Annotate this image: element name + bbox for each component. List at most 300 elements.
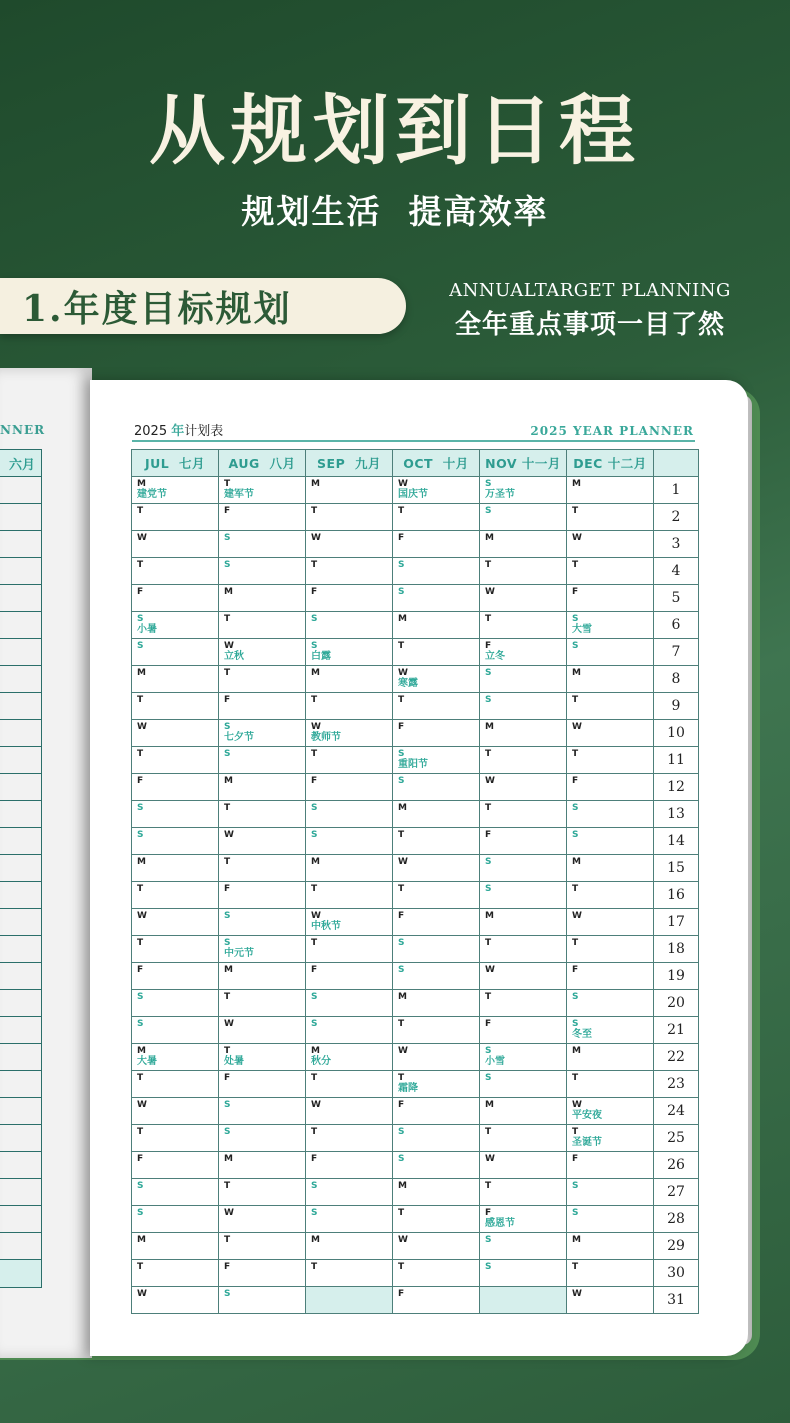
day-cell-dec [567,558,654,585]
day-cell-aug [219,1017,306,1044]
weekday-letter: F [137,776,144,786]
day-cell-dec [567,1125,654,1152]
day-cell-sep [306,1098,393,1125]
day-cell-sep [306,963,393,990]
weekday-letter: S [398,965,405,975]
weekday-letter: S [311,803,318,813]
planner-row [132,1125,699,1152]
day-cell-aug [219,1287,306,1314]
day-number: 24 [654,1098,699,1125]
day-cell-sep [306,747,393,774]
weekday-letter: S [485,1235,492,1245]
weekday-letter: W [137,533,147,543]
holiday-label: 平安夜 [572,1110,602,1121]
left-grid-row [0,882,41,909]
weekday-letter: F [398,1289,405,1299]
weekday-letter: W [137,722,147,732]
left-grid-row [0,1233,41,1260]
day-cell-sep [306,801,393,828]
day-cell-aug [219,531,306,558]
holiday-label: 建党节 [137,489,167,500]
left-month-header: 六月 [0,450,41,477]
day-cell-dec [567,801,654,828]
left-grid-row [0,720,41,747]
weekday-letter: T [398,1262,405,1272]
day-cell-aug [219,1152,306,1179]
left-page [0,368,92,1358]
weekday-letter: T [224,1235,231,1245]
weekday-letter: W [485,587,495,597]
weekday-letter: W [137,1100,147,1110]
day-cell-nov [480,990,567,1017]
left-grid-row [0,639,41,666]
weekday-letter: S [224,560,231,570]
day-cell-nov [480,1071,567,1098]
year-planner-table [131,449,699,1314]
weekday-letter: S [224,1100,231,1110]
weekday-letter: F [311,776,318,786]
day-cell-nov [480,1125,567,1152]
section-label: 1.年度目标规划 [22,287,292,330]
weekday-letter: S [311,1019,318,1029]
day-number: 26 [654,1152,699,1179]
weekday-letter: T [398,506,405,516]
weekday-letter: S [572,641,579,651]
weekday-letter: T [572,1262,579,1272]
weekday-letter: T [224,1181,231,1191]
left-page-grid [0,449,42,1288]
weekday-letter: M [224,965,233,975]
day-cell-jul [132,666,219,693]
left-grid-row [0,1260,41,1287]
weekday-letter: S [485,506,492,516]
day-cell-sep [306,1044,393,1071]
weekday-letter: T [572,1127,579,1137]
planner-row [132,909,699,936]
weekday-letter: T [485,938,492,948]
day-cell-dec [567,504,654,531]
day-cell-sep [306,585,393,612]
holiday-label: 大雪 [572,624,592,635]
planner-row [132,1152,699,1179]
weekday-letter: T [224,992,231,1002]
day-number: 21 [654,1017,699,1044]
day-cell-nov [480,1044,567,1071]
holiday-label: 万圣节 [485,489,515,500]
day-cell-sep [306,666,393,693]
weekday-letter: W [485,965,495,975]
planner-row [132,612,699,639]
weekday-letter: F [311,1154,318,1164]
day-cell-nov [480,963,567,990]
day-cell-nov [480,693,567,720]
left-grid-row [0,747,41,774]
day-number: 10 [654,720,699,747]
holiday-label: 大暑 [137,1056,157,1067]
holiday-label: 立冬 [485,651,505,662]
weekday-letter: W [311,722,321,732]
holiday-label: 国庆节 [398,489,428,500]
left-grid-row [0,855,41,882]
planner-row [132,585,699,612]
day-cell-oct [393,1017,480,1044]
day-cell-sep [306,639,393,666]
holiday-label: 立秋 [224,651,244,662]
day-cell-nov [480,909,567,936]
weekday-letter: M [485,1100,494,1110]
planner-row [132,639,699,666]
day-cell-nov [480,1152,567,1179]
planner-row [132,774,699,801]
day-cell-dec [567,585,654,612]
weekday-letter: T [485,803,492,813]
day-cell-dec [567,1044,654,1071]
weekday-letter: W [398,668,408,678]
day-number: 13 [654,801,699,828]
weekday-letter: S [398,560,405,570]
day-cell-oct [393,936,480,963]
day-cell-aug [219,612,306,639]
day-cell-nov [480,801,567,828]
day-cell-aug [219,909,306,936]
day-number: 3 [654,531,699,558]
weekday-letter: M [485,533,494,543]
weekday-letter: S [398,587,405,597]
day-cell-aug [219,828,306,855]
weekday-letter: T [572,506,579,516]
weekday-letter: T [572,1073,579,1083]
weekday-letter: T [485,614,492,624]
weekday-letter: T [572,884,579,894]
day-cell-aug [219,639,306,666]
weekday-letter: T [311,506,318,516]
weekday-letter: M [224,776,233,786]
weekday-letter: M [311,479,320,489]
day-cell-jul [132,882,219,909]
day-cell-oct [393,639,480,666]
day-cell-sep [306,1152,393,1179]
planner-title-rest: 计划表 [184,424,224,439]
weekday-letter: W [572,911,582,921]
weekday-letter: T [572,560,579,570]
day-cell-sep [306,1017,393,1044]
day-cell-dec [567,1260,654,1287]
day-cell-oct [393,855,480,882]
day-cell-sep [306,1233,393,1260]
day-cell-jul [132,774,219,801]
weekday-letter: F [572,587,579,597]
weekday-letter: S [137,614,144,624]
day-number: 23 [654,1071,699,1098]
weekday-letter: T [137,749,144,759]
planner-row [132,747,699,774]
day-number: 1 [654,477,699,504]
day-cell-jul [132,855,219,882]
day-cell-sep [306,936,393,963]
day-cell-oct [393,1287,480,1314]
weekday-letter: M [398,614,407,624]
planner-row [132,477,699,504]
weekday-letter: F [398,1100,405,1110]
day-cell-nov [480,882,567,909]
day-cell-dec [567,1071,654,1098]
day-cell-aug [219,558,306,585]
holiday-label: 寒露 [398,678,418,689]
holiday-label: 圣诞节 [572,1137,602,1148]
day-cell-dec [567,1287,654,1314]
day-cell-sep [306,1206,393,1233]
planner-row [132,963,699,990]
weekday-letter: T [485,749,492,759]
day-cell-nov [480,477,567,504]
day-number: 14 [654,828,699,855]
day-number: 25 [654,1125,699,1152]
day-cell-aug [219,855,306,882]
month-header-dec: DEC 十二月 [567,450,654,477]
weekday-letter: F [224,1262,231,1272]
day-cell-jul [132,1044,219,1071]
weekday-letter: T [311,749,318,759]
holiday-label: 感恩节 [485,1218,515,1229]
weekday-letter: T [137,695,144,705]
day-cell-aug [219,990,306,1017]
weekday-letter: T [311,884,318,894]
planner-row [132,531,699,558]
weekday-letter: T [485,992,492,1002]
day-cell-sep [306,504,393,531]
weekday-letter: T [311,1127,318,1137]
planner-row [132,720,699,747]
day-cell-nov [480,585,567,612]
month-header-aug: AUG 八月 [219,450,306,477]
weekday-letter: S [311,1208,318,1218]
day-cell-jul [132,504,219,531]
weekday-letter: M [572,857,581,867]
day-cell-jul [132,801,219,828]
day-cell-oct [393,1152,480,1179]
day-number-header [654,450,699,477]
day-cell-aug [219,1125,306,1152]
day-cell-jul [132,612,219,639]
weekday-letter: M [398,803,407,813]
day-cell-oct [393,1098,480,1125]
weekday-letter: S [485,668,492,678]
left-grid-row [0,990,41,1017]
day-cell-aug [219,882,306,909]
left-grid-row [0,936,41,963]
weekday-letter: S [485,1046,492,1056]
day-cell-jul [132,1260,219,1287]
weekday-letter: S [224,533,231,543]
day-cell-nov [480,666,567,693]
day-cell-nov [480,558,567,585]
day-number: 2 [654,504,699,531]
holiday-label: 冬至 [572,1029,592,1040]
day-cell-jul [132,720,219,747]
weekday-letter: M [398,1181,407,1191]
day-cell-nov [480,855,567,882]
day-cell-jul [132,1206,219,1233]
weekday-letter: F [224,506,231,516]
weekday-letter: S [137,641,144,651]
hero-title: 从规划到日程 [149,86,641,175]
holiday-label: 小雪 [485,1056,505,1067]
weekday-letter: F [485,830,492,840]
day-number: 12 [654,774,699,801]
day-cell-aug [219,504,306,531]
day-cell-nov [480,828,567,855]
day-cell-dec [567,963,654,990]
weekday-letter: F [572,965,579,975]
weekday-letter: F [398,911,405,921]
day-number: 11 [654,747,699,774]
month-header-sep: SEP 九月 [306,450,393,477]
weekday-letter: W [572,1289,582,1299]
weekday-letter: W [572,722,582,732]
weekday-letter: S [485,857,492,867]
day-cell-nov [480,1017,567,1044]
day-cell-aug [219,1233,306,1260]
weekday-letter: S [224,1289,231,1299]
day-cell-sep [306,855,393,882]
day-cell-dec [567,747,654,774]
weekday-letter: W [398,857,408,867]
day-cell-oct [393,585,480,612]
day-cell-sep [306,990,393,1017]
weekday-letter: T [224,857,231,867]
day-cell-oct [393,531,480,558]
weekday-letter: T [398,1019,405,1029]
holiday-label: 重阳节 [398,759,428,770]
day-cell-jul [132,990,219,1017]
left-grid-row [0,558,41,585]
day-number: 16 [654,882,699,909]
weekday-letter: S [137,830,144,840]
left-grid-row [0,477,41,504]
left-grid-row [0,1206,41,1233]
planner-title-mark: 年 [171,424,185,439]
day-cell-sep [306,1071,393,1098]
section-english-caption: ANNUALTARGET PLANNING [449,280,731,301]
weekday-letter: T [311,938,318,948]
day-number: 19 [654,963,699,990]
day-cell-dec [567,828,654,855]
weekday-letter: T [398,830,405,840]
day-cell-nov [480,720,567,747]
weekday-letter: T [224,668,231,678]
day-cell-jul [132,1233,219,1260]
weekday-letter: T [137,560,144,570]
weekday-letter: F [224,884,231,894]
weekday-letter: S [398,749,405,759]
day-cell-oct [393,558,480,585]
weekday-letter: W [224,830,234,840]
holiday-label: 秋分 [311,1056,331,1067]
day-cell-oct [393,504,480,531]
left-grid-row [0,612,41,639]
weekday-letter: T [485,560,492,570]
weekday-letter: F [485,1019,492,1029]
weekday-letter: F [137,965,144,975]
day-cell-oct [393,1125,480,1152]
left-grid-row [0,693,41,720]
weekday-letter: S [311,992,318,1002]
weekday-letter: W [398,479,408,489]
day-cell-oct [393,963,480,990]
weekday-letter: S [137,1019,144,1029]
planner-row [132,1206,699,1233]
day-cell-oct [393,747,480,774]
day-cell-oct [393,720,480,747]
day-cell-aug [219,1071,306,1098]
holiday-label: 七夕节 [224,732,254,743]
day-cell-jul [132,828,219,855]
weekday-letter: T [398,884,405,894]
weekday-letter: T [398,641,405,651]
weekday-letter: W [137,1289,147,1299]
weekday-letter: W [485,776,495,786]
day-cell-aug [219,1098,306,1125]
weekday-letter: T [224,479,231,489]
weekday-letter: T [311,1073,318,1083]
weekday-letter: M [224,587,233,597]
left-grid-row [0,1071,41,1098]
day-number: 4 [654,558,699,585]
planner-row [132,693,699,720]
day-cell-aug [219,1260,306,1287]
day-cell-sep [306,774,393,801]
day-cell-oct [393,1179,480,1206]
weekday-letter: F [398,533,405,543]
day-cell-jul [132,1017,219,1044]
weekday-letter: S [485,1262,492,1272]
weekday-letter: S [485,695,492,705]
left-grid-row [0,585,41,612]
day-cell-jul [132,936,219,963]
weekday-letter: T [137,884,144,894]
day-cell-sep [306,882,393,909]
day-cell-dec [567,936,654,963]
weekday-letter: S [485,1073,492,1083]
weekday-letter: M [572,1235,581,1245]
planner-row [132,1179,699,1206]
weekday-letter: F [311,587,318,597]
weekday-letter: M [572,479,581,489]
day-cell-nov [480,612,567,639]
weekday-letter: T [137,1262,144,1272]
day-cell-oct [393,828,480,855]
day-cell-dec [567,1206,654,1233]
day-cell-nov [480,1098,567,1125]
planner-row [132,855,699,882]
weekday-letter: W [572,533,582,543]
weekday-letter: S [137,803,144,813]
left-grid-row [0,504,41,531]
day-number: 5 [654,585,699,612]
day-cell-sep [306,1125,393,1152]
left-grid-row [0,828,41,855]
day-cell-jul [132,1098,219,1125]
day-cell-aug [219,936,306,963]
day-cell-oct [393,693,480,720]
weekday-letter: T [485,1181,492,1191]
weekday-letter: M [572,668,581,678]
weekday-letter: M [485,911,494,921]
weekday-letter: W [137,911,147,921]
planner-row [132,1260,699,1287]
month-header-row [132,450,699,477]
left-grid-row [0,1098,41,1125]
